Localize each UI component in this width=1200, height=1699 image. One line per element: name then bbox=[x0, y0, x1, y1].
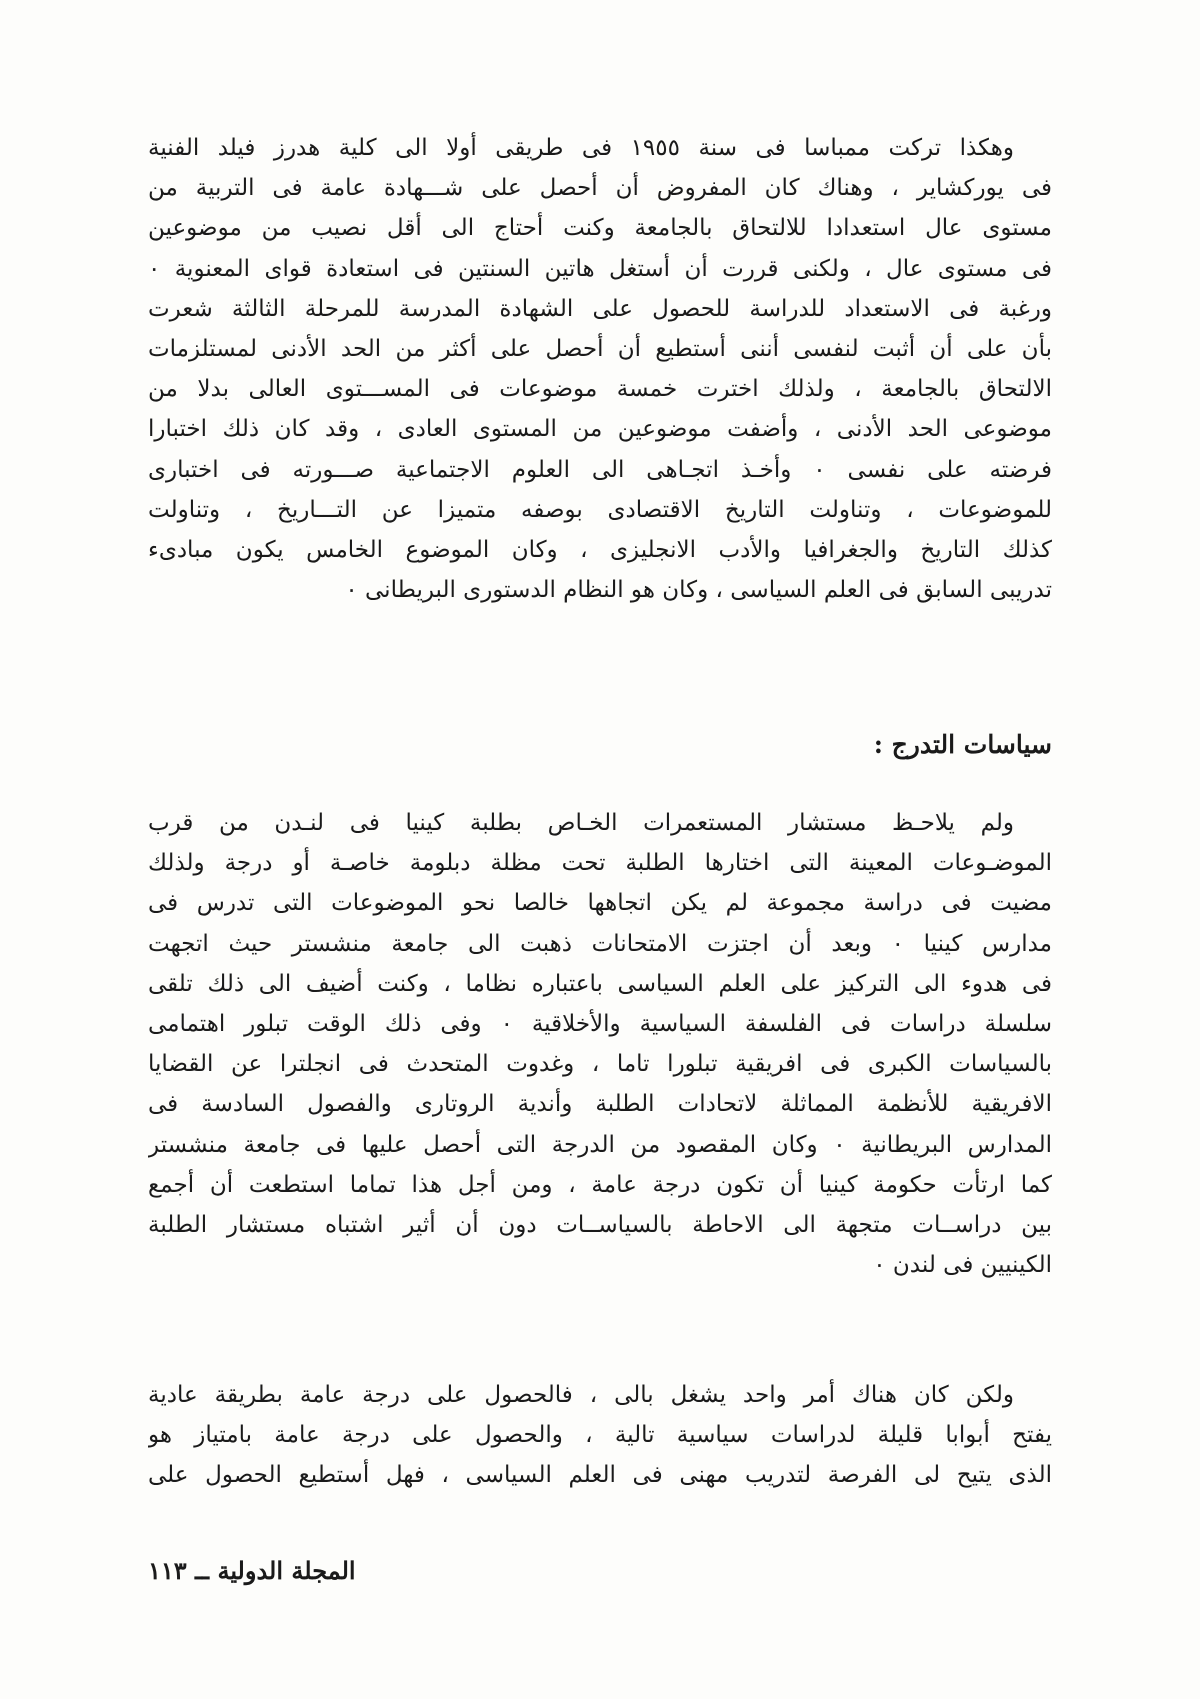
paragraph-line: بأن على أن أثبت لنفسى أننى أستطيع أن أحصل على أكثر من الحد الأدنى لمستلزمات bbox=[148, 335, 1052, 362]
paragraph-line: الذى يتيح لى الفرصة لتدريب مهنى فى العلم السياسى ، فهل أستطيع الحصول على bbox=[148, 1462, 1052, 1489]
paragraph-line: كذلك التاريخ والجغرافيا والأدب الانجليزى ، وكان الموضوع الخامس يكون مبادىء bbox=[148, 536, 1052, 563]
paragraph-line: الافريقية للأنظمة المماثلة لاتحادات الطلبة وأندية الروتارى والفصول السادسة فى bbox=[148, 1091, 1052, 1118]
paragraph-line: ولكن كان هناك أمر واحد يشغل بالى ، فالحصول على درجة عامة بطريقة عادية bbox=[148, 1382, 1014, 1408]
paragraph-line: يفتح أبوابا قليلة لدراسات سياسية تالية ، والحصول على درجة عامة بامتياز هو bbox=[148, 1422, 1052, 1449]
paragraph-line: موضوعى الحد الأدنى ، وأضفت موضوعين من المستوى العادى ، وقد كان ذلك اختبارا bbox=[148, 416, 1052, 443]
paragraph-line: فرضته على نفسى ٠ وأخـذ اتجـاهى الى العلوم الاجتماعية صـــورته فى اختبارى bbox=[148, 456, 1052, 483]
paragraph-line: بين دراســات متجهة الى الاحاطة بالسياســات دون أن أثير اشتباه مستشار الطلبة bbox=[148, 1211, 1052, 1238]
paragraph-line: المدارس البريطانية ٠ وكان المقصود من الدرجة التى أحصل عليها فى جامعة منشستر bbox=[148, 1131, 1052, 1158]
paragraph-line: بالسياسات الكبرى فى افريقية تبلورا تاما ، وغدوت المتحدث فى انجلترا عن القضايا bbox=[148, 1051, 1052, 1078]
paragraph-line: فى هدوء الى التركيز على العلم السياسى باعتباره نظاما ، وكنت أضيف الى ذلك تلقى bbox=[148, 970, 1052, 997]
paragraph-line: للموضوعات ، وتناولت التاريخ الاقتصادى بوصفه متميزا عن التـــاريخ ، وتناولت bbox=[148, 496, 1052, 523]
paragraph-line: تدريبى السابق فى العلم السياسى ، وكان هو النظام الدستورى البريطانى ٠ bbox=[345, 577, 1052, 604]
paragraph-line: مضيت فى دراسة مجموعة لم يكن اتجاهها خالصا نحو الموضوعات التى تدرس فى bbox=[148, 890, 1052, 917]
paragraph-line: كما ارتأت حكومة كينيا أن تكون درجة عامة ، ومن أجل هذا تماما استطعت أن أجمع bbox=[148, 1171, 1052, 1198]
paragraph-line: وهكذا تركت ممباسا فى سنة ١٩٥٥ فى طريقى أولا الى كلية هدرز فيلد الفنية bbox=[148, 135, 1014, 161]
paragraph-line: سلسلة دراسات فى الفلسفة السياسية والأخلاقية ٠ وفى ذلك الوقت تبلور اهتمامى bbox=[148, 1010, 1052, 1037]
paragraph-1 bbox=[148, 128, 1052, 610]
paragraph-line: مدارس كينيا ٠ وبعد أن اجتزت الامتحانات ذهبت الى جامعة منشستر حيث اتجهت bbox=[148, 930, 1052, 957]
paragraph-2 bbox=[148, 803, 1052, 1285]
paragraph-line: فى مستوى عال ، ولكنى قررت أن أستغل هاتين السنتين فى استعادة قواى المعنوية ٠ bbox=[148, 255, 1052, 282]
paragraph-line: الموضـوعات المعينة التى اختارها الطلبة تحت مظلة دبلومة خاصـة أو درجة ولذلك bbox=[148, 850, 1052, 877]
paragraph-line: الالتحاق بالجامعة ، ولذلك اخترت خمسة موضوعات فى المســـتوى العالى بدلا من bbox=[148, 376, 1052, 403]
paragraph-line: مستوى عال استعدادا للالتحاق بالجامعة وكنت أحتاج الى أقل نصيب من موضوعين bbox=[148, 215, 1052, 242]
page-footer: المجلة الدولية ــ ١١٣ bbox=[148, 1556, 356, 1585]
paragraph-3 bbox=[148, 1375, 1052, 1496]
section-heading: سياسات التدرج : bbox=[873, 730, 1052, 759]
paragraph-line: الكينيين فى لندن ٠ bbox=[873, 1252, 1052, 1279]
paragraph-line: ولم يلاحـظ مستشار المستعمرات الخـاص بطلبة كينيا فى لنـدن من قرب bbox=[148, 810, 1014, 836]
paragraph-line: ورغبة فى الاستعداد للدراسة للحصول على الشهادة المدرسة للمرحلة الثالثة شعرت bbox=[148, 295, 1052, 322]
paragraph-line: فى يوركشاير ، وهناك كان المفروض أن أحصل على شـــهادة عامة فى التربية من bbox=[148, 175, 1052, 202]
